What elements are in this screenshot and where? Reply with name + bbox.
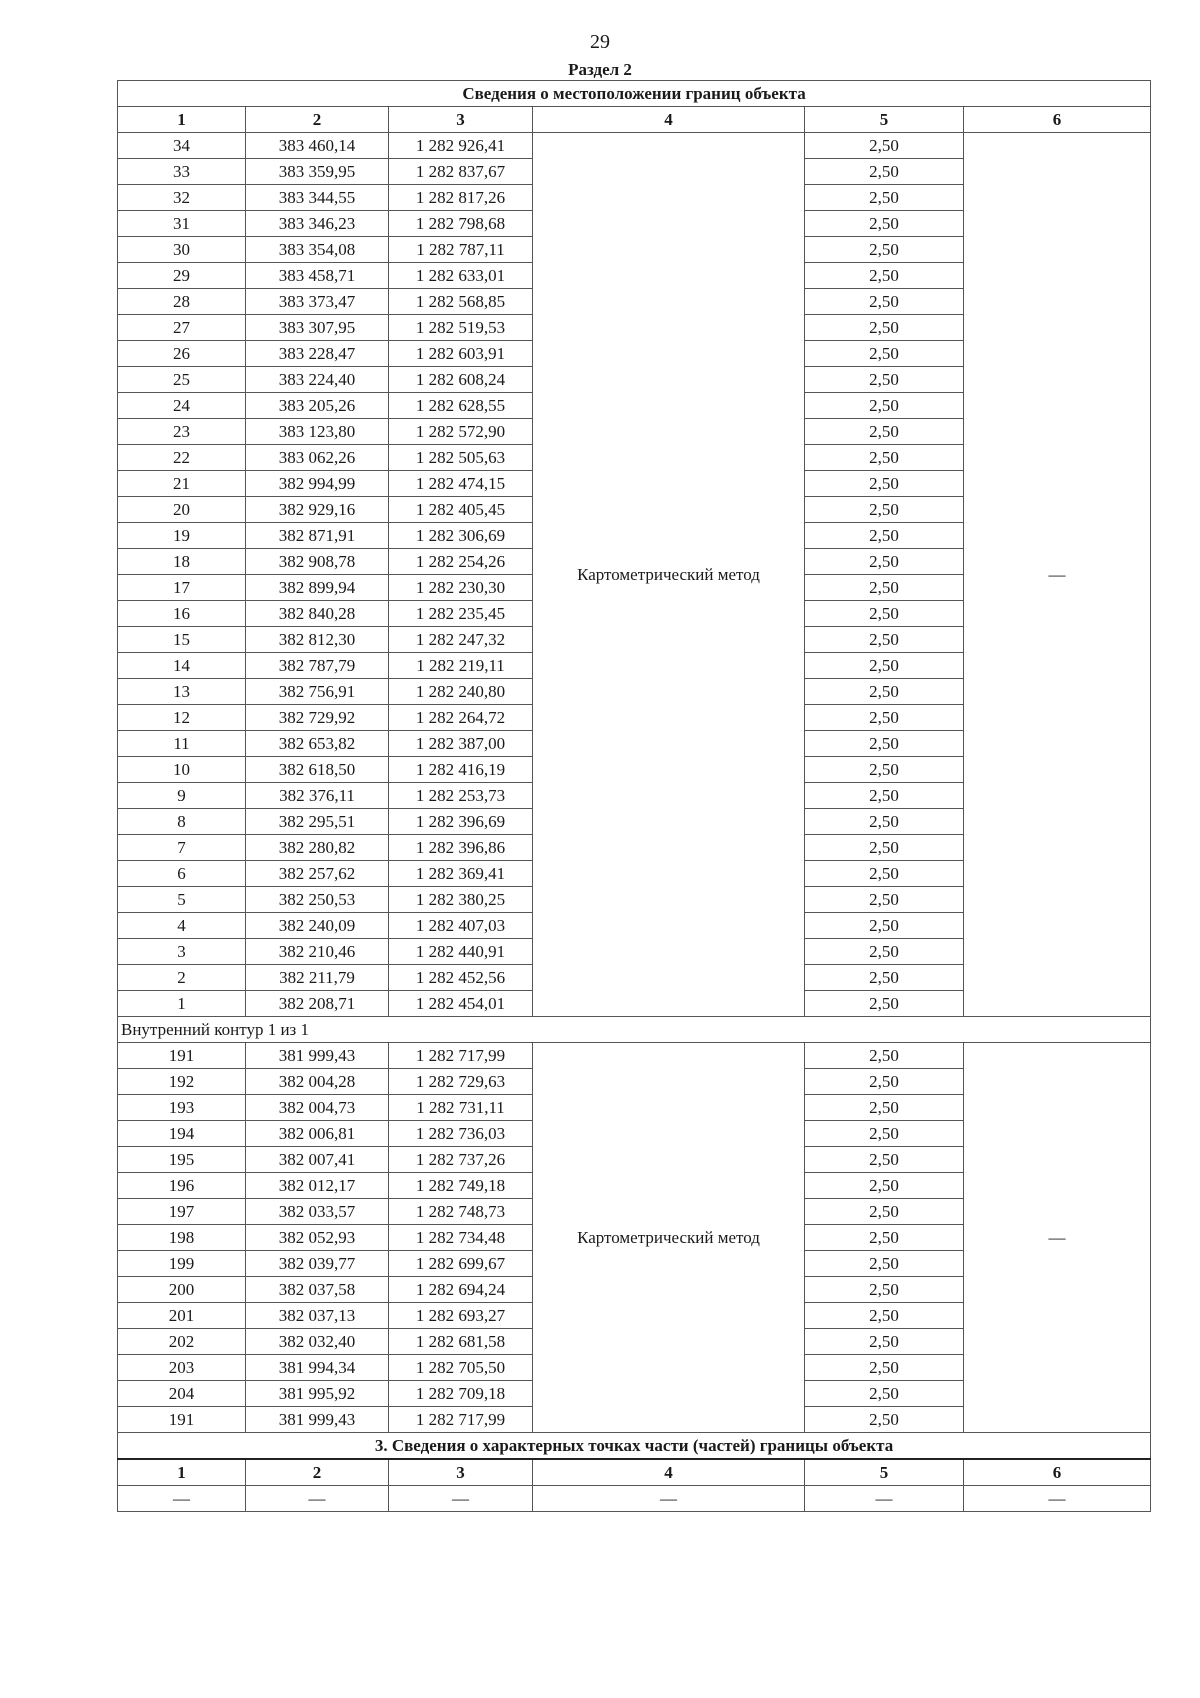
accuracy-value: 2,50	[805, 1329, 964, 1355]
y-coordinate: 1 282 681,58	[389, 1329, 533, 1355]
accuracy-value: 2,50	[805, 237, 964, 263]
accuracy-value: 2,50	[805, 887, 964, 913]
x-coordinate: 382 787,79	[246, 653, 389, 679]
y-coordinate: 1 282 736,03	[389, 1121, 533, 1147]
point-number: 18	[118, 549, 246, 575]
parts-column-header: 5	[805, 1459, 964, 1486]
x-coordinate: 382 756,91	[246, 679, 389, 705]
parts-cell: —	[246, 1486, 389, 1512]
y-coordinate: 1 282 694,24	[389, 1277, 533, 1303]
accuracy-value: 2,50	[805, 289, 964, 315]
point-number: 196	[118, 1173, 246, 1199]
x-coordinate: 383 346,23	[246, 211, 389, 237]
x-coordinate: 381 995,92	[246, 1381, 389, 1407]
x-coordinate: 382 006,81	[246, 1121, 389, 1147]
point-number: 1	[118, 991, 246, 1017]
parts-cell: —	[533, 1486, 805, 1512]
x-coordinate: 382 840,28	[246, 601, 389, 627]
y-coordinate: 1 282 926,41	[389, 133, 533, 159]
x-coordinate: 382 653,82	[246, 731, 389, 757]
y-coordinate: 1 282 380,25	[389, 887, 533, 913]
x-coordinate: 382 012,17	[246, 1173, 389, 1199]
x-coordinate: 382 211,79	[246, 965, 389, 991]
accuracy-value: 2,50	[805, 497, 964, 523]
point-number: 193	[118, 1095, 246, 1121]
accuracy-value: 2,50	[805, 1355, 964, 1381]
x-coordinate: 382 004,28	[246, 1069, 389, 1095]
accuracy-value: 2,50	[805, 731, 964, 757]
x-coordinate: 382 250,53	[246, 887, 389, 913]
y-coordinate: 1 282 452,56	[389, 965, 533, 991]
accuracy-value: 2,50	[805, 1121, 964, 1147]
x-coordinate: 383 228,47	[246, 341, 389, 367]
accuracy-value: 2,50	[805, 523, 964, 549]
point-number: 195	[118, 1147, 246, 1173]
point-number: 204	[118, 1381, 246, 1407]
accuracy-value: 2,50	[805, 341, 964, 367]
y-coordinate: 1 282 693,27	[389, 1303, 533, 1329]
y-coordinate: 1 282 717,99	[389, 1407, 533, 1433]
x-coordinate: 382 240,09	[246, 913, 389, 939]
accuracy-value: 2,50	[805, 263, 964, 289]
x-coordinate: 383 373,47	[246, 289, 389, 315]
x-coordinate: 382 376,11	[246, 783, 389, 809]
point-number: 203	[118, 1355, 246, 1381]
point-number: 29	[118, 263, 246, 289]
accuracy-value: 2,50	[805, 549, 964, 575]
y-coordinate: 1 282 416,19	[389, 757, 533, 783]
x-coordinate: 382 208,71	[246, 991, 389, 1017]
inner-contour-row	[118, 1043, 1151, 1069]
point-number: 10	[118, 757, 246, 783]
y-coordinate: 1 282 633,01	[389, 263, 533, 289]
y-coordinate: 1 282 407,03	[389, 913, 533, 939]
column-header: 6	[964, 107, 1151, 133]
point-number: 33	[118, 159, 246, 185]
parts-section-title: 3. Сведения о характерных точках части (частей) границы объекта	[118, 1433, 1151, 1460]
accuracy-value: 2,50	[805, 1199, 964, 1225]
y-coordinate: 1 282 837,67	[389, 159, 533, 185]
x-coordinate: 382 037,13	[246, 1303, 389, 1329]
accuracy-value: 2,50	[805, 861, 964, 887]
y-coordinate: 1 282 737,26	[389, 1147, 533, 1173]
point-number: 30	[118, 237, 246, 263]
x-coordinate: 382 037,58	[246, 1277, 389, 1303]
parts-column-header: 1	[118, 1459, 246, 1486]
accuracy-value: 2,50	[805, 1095, 964, 1121]
table-caption: Сведения о местоположении границ объекта	[118, 81, 1151, 107]
point-number: 31	[118, 211, 246, 237]
accuracy-value: 2,50	[805, 913, 964, 939]
y-coordinate: 1 282 729,63	[389, 1069, 533, 1095]
accuracy-value: 2,50	[805, 445, 964, 471]
y-coordinate: 1 282 748,73	[389, 1199, 533, 1225]
accuracy-value: 2,50	[805, 211, 964, 237]
point-number: 14	[118, 653, 246, 679]
boundary-table	[117, 80, 1151, 1512]
x-coordinate: 382 899,94	[246, 575, 389, 601]
x-coordinate: 383 123,80	[246, 419, 389, 445]
x-coordinate: 381 994,34	[246, 1355, 389, 1381]
y-coordinate: 1 282 247,32	[389, 627, 533, 653]
x-coordinate: 382 280,82	[246, 835, 389, 861]
accuracy-value: 2,50	[805, 939, 964, 965]
column-header: 1	[118, 107, 246, 133]
parts-column-header: 3	[389, 1459, 533, 1486]
accuracy-value: 2,50	[805, 1225, 964, 1251]
x-coordinate: 383 458,71	[246, 263, 389, 289]
inner-contour-label: Внутренний контур 1 из 1	[118, 1017, 1151, 1043]
x-coordinate: 383 062,26	[246, 445, 389, 471]
parts-header-row	[118, 1459, 1151, 1486]
method-cell: Картометрический метод	[533, 133, 805, 1017]
y-coordinate: 1 282 440,91	[389, 939, 533, 965]
point-number: 19	[118, 523, 246, 549]
x-coordinate: 382 618,50	[246, 757, 389, 783]
accuracy-value: 2,50	[805, 471, 964, 497]
accuracy-value: 2,50	[805, 783, 964, 809]
accuracy-value: 2,50	[805, 1251, 964, 1277]
y-coordinate: 1 282 717,99	[389, 1043, 533, 1069]
x-coordinate: 382 994,99	[246, 471, 389, 497]
accuracy-value: 2,50	[805, 367, 964, 393]
column-header-row	[118, 107, 1151, 133]
y-coordinate: 1 282 396,86	[389, 835, 533, 861]
point-number: 15	[118, 627, 246, 653]
x-coordinate: 383 205,26	[246, 393, 389, 419]
parts-cell: —	[389, 1486, 533, 1512]
y-coordinate: 1 282 306,69	[389, 523, 533, 549]
column-header: 3	[389, 107, 533, 133]
description-cell: —	[964, 1043, 1151, 1433]
parts-cell: —	[805, 1486, 964, 1512]
accuracy-value: 2,50	[805, 1147, 964, 1173]
x-coordinate: 382 908,78	[246, 549, 389, 575]
point-number: 201	[118, 1303, 246, 1329]
accuracy-value: 2,50	[805, 133, 964, 159]
y-coordinate: 1 282 798,68	[389, 211, 533, 237]
y-coordinate: 1 282 519,53	[389, 315, 533, 341]
inner-contour-separator	[118, 1017, 1151, 1043]
x-coordinate: 382 032,40	[246, 1329, 389, 1355]
point-number: 6	[118, 861, 246, 887]
point-number: 8	[118, 809, 246, 835]
point-number: 25	[118, 367, 246, 393]
y-coordinate: 1 282 603,91	[389, 341, 533, 367]
x-coordinate: 382 812,30	[246, 627, 389, 653]
point-number: 202	[118, 1329, 246, 1355]
accuracy-value: 2,50	[805, 1069, 964, 1095]
accuracy-value: 2,50	[805, 575, 964, 601]
parts-cell: —	[964, 1486, 1151, 1512]
y-coordinate: 1 282 628,55	[389, 393, 533, 419]
x-coordinate: 383 460,14	[246, 133, 389, 159]
point-number: 26	[118, 341, 246, 367]
accuracy-value: 2,50	[805, 1277, 964, 1303]
x-coordinate: 381 999,43	[246, 1043, 389, 1069]
x-coordinate: 383 344,55	[246, 185, 389, 211]
point-number: 16	[118, 601, 246, 627]
y-coordinate: 1 282 731,11	[389, 1095, 533, 1121]
page-number: 29	[590, 31, 610, 53]
parts-data-row	[118, 1486, 1151, 1512]
point-number: 194	[118, 1121, 246, 1147]
x-coordinate: 382 052,93	[246, 1225, 389, 1251]
accuracy-value: 2,50	[805, 1043, 964, 1069]
point-number: 5	[118, 887, 246, 913]
y-coordinate: 1 282 817,26	[389, 185, 533, 211]
column-header: 5	[805, 107, 964, 133]
point-number: 13	[118, 679, 246, 705]
y-coordinate: 1 282 253,73	[389, 783, 533, 809]
point-number: 199	[118, 1251, 246, 1277]
accuracy-value: 2,50	[805, 991, 964, 1017]
y-coordinate: 1 282 454,01	[389, 991, 533, 1017]
y-coordinate: 1 282 568,85	[389, 289, 533, 315]
y-coordinate: 1 282 709,18	[389, 1381, 533, 1407]
y-coordinate: 1 282 749,18	[389, 1173, 533, 1199]
accuracy-value: 2,50	[805, 705, 964, 731]
x-coordinate: 382 729,92	[246, 705, 389, 731]
x-coordinate: 382 039,77	[246, 1251, 389, 1277]
x-coordinate: 382 210,46	[246, 939, 389, 965]
x-coordinate: 383 359,95	[246, 159, 389, 185]
y-coordinate: 1 282 505,63	[389, 445, 533, 471]
accuracy-value: 2,50	[805, 835, 964, 861]
x-coordinate: 382 007,41	[246, 1147, 389, 1173]
point-number: 11	[118, 731, 246, 757]
point-number: 23	[118, 419, 246, 445]
accuracy-value: 2,50	[805, 1173, 964, 1199]
column-header: 2	[246, 107, 389, 133]
accuracy-value: 2,50	[805, 965, 964, 991]
point-number: 22	[118, 445, 246, 471]
y-coordinate: 1 282 787,11	[389, 237, 533, 263]
y-coordinate: 1 282 699,67	[389, 1251, 533, 1277]
point-number: 27	[118, 315, 246, 341]
point-number: 28	[118, 289, 246, 315]
section-title: Раздел 2	[568, 60, 632, 79]
y-coordinate: 1 282 396,69	[389, 809, 533, 835]
accuracy-value: 2,50	[805, 601, 964, 627]
x-coordinate: 382 033,57	[246, 1199, 389, 1225]
accuracy-value: 2,50	[805, 809, 964, 835]
parts-cell: —	[118, 1486, 246, 1512]
outer-contour-row	[118, 133, 1151, 159]
point-number: 192	[118, 1069, 246, 1095]
y-coordinate: 1 282 254,26	[389, 549, 533, 575]
x-coordinate: 383 307,95	[246, 315, 389, 341]
accuracy-value: 2,50	[805, 419, 964, 445]
x-coordinate: 382 929,16	[246, 497, 389, 523]
y-coordinate: 1 282 264,72	[389, 705, 533, 731]
y-coordinate: 1 282 734,48	[389, 1225, 533, 1251]
y-coordinate: 1 282 240,80	[389, 679, 533, 705]
accuracy-value: 2,50	[805, 185, 964, 211]
x-coordinate: 383 224,40	[246, 367, 389, 393]
point-number: 21	[118, 471, 246, 497]
table-caption-row	[118, 81, 1151, 107]
accuracy-value: 2,50	[805, 159, 964, 185]
x-coordinate: 383 354,08	[246, 237, 389, 263]
point-number: 24	[118, 393, 246, 419]
y-coordinate: 1 282 572,90	[389, 419, 533, 445]
accuracy-value: 2,50	[805, 315, 964, 341]
accuracy-value: 2,50	[805, 679, 964, 705]
point-number: 3	[118, 939, 246, 965]
point-number: 34	[118, 133, 246, 159]
y-coordinate: 1 282 235,45	[389, 601, 533, 627]
y-coordinate: 1 282 219,11	[389, 653, 533, 679]
x-coordinate: 382 257,62	[246, 861, 389, 887]
column-header: 4	[533, 107, 805, 133]
parts-column-header: 4	[533, 1459, 805, 1486]
point-number: 197	[118, 1199, 246, 1225]
point-number: 191	[118, 1043, 246, 1069]
point-number: 17	[118, 575, 246, 601]
point-number: 198	[118, 1225, 246, 1251]
y-coordinate: 1 282 474,15	[389, 471, 533, 497]
point-number: 9	[118, 783, 246, 809]
point-number: 200	[118, 1277, 246, 1303]
accuracy-value: 2,50	[805, 653, 964, 679]
point-number: 191	[118, 1407, 246, 1433]
x-coordinate: 381 999,43	[246, 1407, 389, 1433]
parts-column-header: 2	[246, 1459, 389, 1486]
y-coordinate: 1 282 369,41	[389, 861, 533, 887]
method-cell: Картометрический метод	[533, 1043, 805, 1433]
y-coordinate: 1 282 608,24	[389, 367, 533, 393]
parts-column-header: 6	[964, 1459, 1151, 1486]
description-cell: —	[964, 133, 1151, 1017]
x-coordinate: 382 004,73	[246, 1095, 389, 1121]
point-number: 4	[118, 913, 246, 939]
accuracy-value: 2,50	[805, 627, 964, 653]
x-coordinate: 382 871,91	[246, 523, 389, 549]
accuracy-value: 2,50	[805, 757, 964, 783]
point-number: 12	[118, 705, 246, 731]
point-number: 2	[118, 965, 246, 991]
y-coordinate: 1 282 230,30	[389, 575, 533, 601]
accuracy-value: 2,50	[805, 1381, 964, 1407]
accuracy-value: 2,50	[805, 393, 964, 419]
y-coordinate: 1 282 705,50	[389, 1355, 533, 1381]
point-number: 32	[118, 185, 246, 211]
y-coordinate: 1 282 387,00	[389, 731, 533, 757]
accuracy-value: 2,50	[805, 1303, 964, 1329]
point-number: 20	[118, 497, 246, 523]
parts-section-title-row	[118, 1433, 1151, 1460]
point-number: 7	[118, 835, 246, 861]
y-coordinate: 1 282 405,45	[389, 497, 533, 523]
accuracy-value: 2,50	[805, 1407, 964, 1433]
x-coordinate: 382 295,51	[246, 809, 389, 835]
